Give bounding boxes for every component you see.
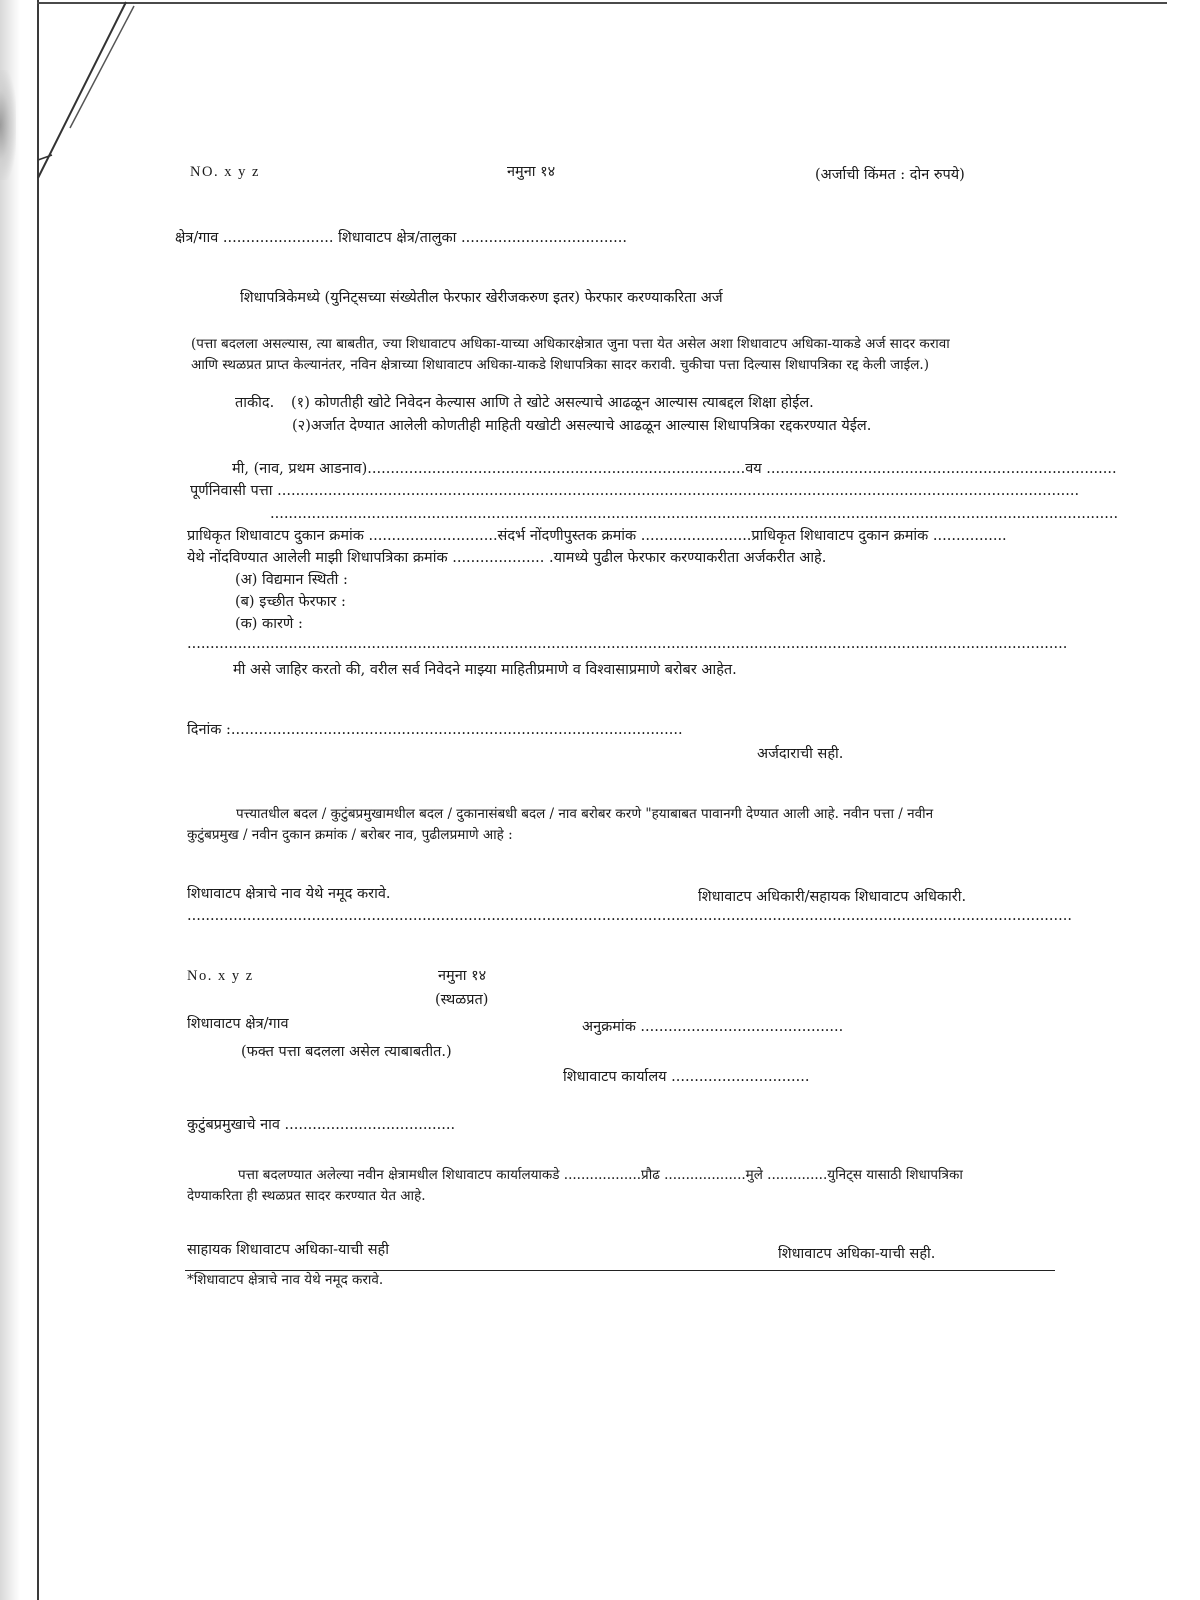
current-status: (अ) विद्यमान स्थिती : bbox=[235, 572, 348, 588]
warning-item-1: (१) कोणतीही खोटे निवेदन केल्यास आणि ते खोटे असल्याचे आढळून आल्यास त्याबद्दल शिक्षा होईल. bbox=[291, 395, 814, 411]
counterfoil-subtitle: (स्थळप्रत) bbox=[435, 992, 489, 1008]
address-line-1: पूर्णनिवासी पत्ता .............................................................................................................................................................................. bbox=[190, 483, 1080, 499]
warning-label: ताकीद. bbox=[235, 395, 275, 411]
footnote: *शिधावाटप क्षेत्राचे नाव येथे नमूद करावे. bbox=[187, 1272, 384, 1288]
declaration: मी असे जाहिर करतो की, वरील सर्व निवेदने माझ्या माहितीप्रमाणे व विश्वासाप्रमाणे बरोबर आहेत. bbox=[233, 662, 737, 678]
approval-line-2: कुटुंबप्रमुख / नवीन दुकान क्रमांक / बरोबर नाव, पुढीलप्रमाणे आहे : bbox=[187, 827, 513, 843]
reasons: (क) कारणे : bbox=[235, 616, 303, 632]
applicant-name-line: मी, (नाव, प्रथम आडनाव)..................................................................................वय ............................................................................ bbox=[232, 461, 1117, 477]
scan-shadow-blob bbox=[0, 70, 16, 180]
family-head-line: कुटुंबप्रमुखाचे नाव ..................................... bbox=[187, 1117, 456, 1133]
approval-line-1: पत्त्यातधील बदल / कुटुंबप्रमुखामधील बदल / दुकानासंबधी बदल / नाव बरोबर करणे "हयाबाबत पावानगी देण्यात आली आहे. नवीन पत्ता / नवीन bbox=[236, 806, 934, 822]
instruction-line-1: (पत्ता बदलला असल्यास, त्या बाबतीत, ज्या शिधावाटप अधिका-याच्या अधिकारक्षेत्रात जुना पत्ता येत असेल अशा शिधावाटप अधिका-याकडे अर्ज सादर करावा bbox=[191, 336, 950, 352]
separator-dots: ................................................................................................................................................................................................ bbox=[187, 908, 1072, 924]
form-title: नमुना १४ bbox=[507, 164, 556, 180]
application-title: शिधापत्रिकेमध्ये (युनिट्सच्या संख्येतील फेरफार खेरीजकरुण इतर) फेरफार करण्याकरिता अर्ज bbox=[240, 290, 723, 306]
page-top-edge bbox=[37, 2, 1167, 4]
counterfoil-office-line: शिधावाटप कार्यालय .............................. bbox=[563, 1069, 810, 1085]
assistant-officer-signature: साहायक शिधावाटप अधिका-याची सही bbox=[187, 1242, 389, 1258]
instruction-line-2: आणि स्थळप्रत प्राप्त केल्यानंतर, नविन क्षेत्राच्या शिधावाटप अधिका-याकडे शिधापत्रिका सादर करावी. चुकीचा पत्ता दिल्यास शिधापत्रिका रद्द केली जाईल.) bbox=[191, 357, 929, 373]
scan-shadow bbox=[0, 0, 20, 1600]
counterfoil-form-number: No. x y z bbox=[187, 968, 254, 984]
officer-signature: शिधावाटप अधिका-याची सही. bbox=[778, 1246, 936, 1262]
area-name-note: शिधावाटप क्षेत्राचे नाव येथे नमूद करावे. bbox=[187, 886, 391, 902]
counterfoil-body-line-1: पत्ता बदलण्यात अलेल्या नवीन क्षेत्रामधील शिधावाटप कार्यालयाकडे ..................प्रौढ ...................मुले ..............युनिट्स यासाठी शिधापत्रिका bbox=[238, 1167, 963, 1183]
form-number: NO. x y z bbox=[190, 164, 260, 180]
scan-marks bbox=[30, 0, 140, 190]
area-line: क्षेत्र/गाव ........................ शिधावाटप क्षेत्र/तालुका .................................... bbox=[175, 230, 627, 246]
officer-label: शिधावाटप अधिकारी/सहायक शिधावाटप अधिकारी. bbox=[698, 889, 967, 905]
desired-change: (ब) इच्छीत फेरफार : bbox=[235, 594, 346, 610]
applicant-signature: अर्जदाराची सही. bbox=[757, 746, 844, 762]
reasons-dots: ............................................................................................................................................................................................... bbox=[187, 636, 1068, 652]
shop-number-line: प्राधिकृत शिधावाटप दुकान क्रमांक ............................संदर्भ नोंदणीपुस्तक क्रमांक ........................प्राधिकृत शिधावाटप दुकान क्रमांक ................ bbox=[187, 528, 1007, 544]
counterfoil-note: (फक्त पत्ता बदलला असेल त्याबाबतीत.) bbox=[241, 1044, 452, 1060]
signature-divider bbox=[185, 1270, 1055, 1271]
form-price: (अर्जाची किंमत : दोन रुपये) bbox=[815, 167, 965, 183]
card-number-line: येथे नोंदविण्यात आलेली माझी शिधापत्रिका क्रमांक .................... .यामध्ये पुढील फेरफार करण्याकरीता अर्जकरीत आहे. bbox=[187, 550, 827, 566]
counterfoil-body-line-2: देण्याकरिता ही स्थळप्रत सादर करण्यात येत आहे. bbox=[187, 1188, 426, 1204]
counterfoil-area-label: शिधावाटप क्षेत्र/गाव bbox=[187, 1016, 289, 1032]
page-left-edge bbox=[37, 0, 39, 1600]
date-line: दिनांक :.................................................................................................. bbox=[187, 722, 683, 738]
counterfoil-serial-line: अनुक्रमांक ............................................ bbox=[582, 1019, 844, 1035]
warning-item-2: (२)अर्जात देण्यात आलेली कोणतीही माहिती यखोटी असल्याचे आढळून आल्यास शिधापत्रिका रद्दकरण्यात येईल. bbox=[292, 418, 872, 434]
counterfoil-form-title: नमुना १४ bbox=[438, 968, 487, 984]
address-line-2: ........................................................................................................................................................................................ bbox=[270, 506, 1119, 522]
